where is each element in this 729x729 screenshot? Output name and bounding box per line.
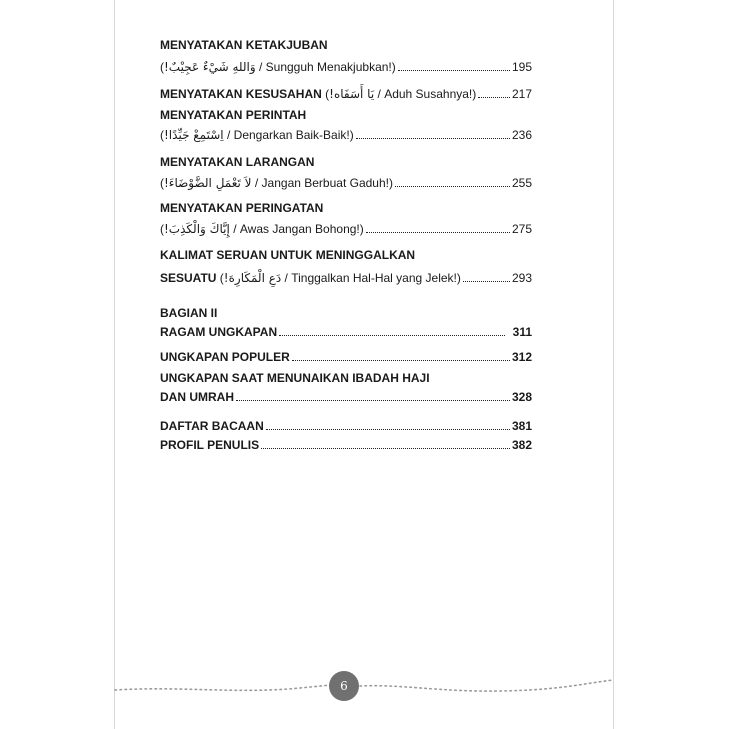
toc-meaning: Jangan Berbuat Gaduh!: [261, 176, 389, 190]
dot-leader: [292, 360, 510, 361]
toc-heading: MENYATAKAN KESUSAHAN: [160, 87, 322, 101]
toc-entry-row[interactable]: (لاَ تَعْمَلِ الضَّوْضَاءَ! / Jangan Berbuat Gaduh!) 255: [160, 176, 532, 190]
page-ref: 328: [511, 390, 532, 404]
toc-heading: UNGKAPAN SAAT MENUNAIKAN IBADAH HAJI: [160, 371, 430, 385]
page-ref: 312: [511, 350, 532, 364]
toc-entry-row[interactable]: MENYATAKAN KESUSAHAN (يَا أَسَفَاه! / Aduh Susahnya!) 217: [160, 87, 532, 101]
toc-entry-row[interactable]: [160, 349, 532, 365]
toc-heading: MENYATAKAN KETAKJUBAN: [160, 38, 328, 52]
dot-leader: [356, 138, 510, 139]
arabic-phrase: اِسْتَمِعْ جَيِّدًا!: [164, 128, 224, 142]
toc-heading: DAFTAR BACAAN: [160, 419, 264, 433]
toc-heading: UNGKAPAN POPULER: [160, 350, 290, 364]
page-ref: 255: [511, 176, 532, 190]
toc-entry-row[interactable]: [160, 389, 532, 405]
toc-meaning: Sungguh Menakjubkan!: [265, 60, 392, 74]
dot-leader: [261, 448, 510, 449]
toc-heading: PROFIL PENULIS: [160, 438, 260, 452]
toc-entry-row[interactable]: (إِيَّاكَ وَالْكَذِبَ! / Awas Jangan Bohong!) 275: [160, 222, 532, 236]
dot-leader: [398, 70, 510, 71]
arabic-phrase: لاَ تَعْمَلِ الضَّوْضَاءَ!: [164, 176, 252, 190]
arabic-phrase: وَاللهِ شَيْءٌ عَجِيْبٌ!: [164, 60, 256, 74]
toc-entry-row[interactable]: (اِسْتَمِعْ جَيِّدًا! / Dengarkan Baik-Baik!) 236: [160, 128, 532, 142]
toc-heading: MENYATAKAN PERINGATAN: [160, 201, 324, 215]
page-ref: 381: [511, 419, 532, 433]
page-ref: 311: [512, 325, 532, 339]
page-ref: 293: [511, 271, 532, 285]
toc-entry-row[interactable]: SESUATU (دَعِ الْمَكَارِهَ! / Tinggalkan Hal-Hal yang Jelek!) 293: [160, 271, 532, 285]
dot-leader: [395, 186, 510, 187]
toc-meaning: Aduh Susahnya!: [384, 87, 473, 101]
toc-heading: MENYATAKAN PERINTAH: [160, 108, 307, 122]
dot-leader: [266, 429, 510, 430]
toc-entry-row[interactable]: [160, 437, 532, 453]
toc-meaning: Tinggalkan Hal-Hal yang Jelek!: [291, 271, 457, 285]
arabic-phrase: إِيَّاكَ وَالْكَذِبَ!: [164, 222, 230, 236]
toc-meaning: Dengarkan Baik-Baik!: [233, 128, 350, 142]
page-number: 6: [329, 671, 359, 701]
page-ref: 236: [511, 128, 532, 142]
arabic-phrase: يَا أَسَفَاه!: [329, 87, 375, 101]
toc-heading-cont: SESUATU: [160, 271, 217, 285]
dot-leader: [366, 232, 510, 233]
arabic-phrase: دَعِ الْمَكَارِهَ!: [223, 271, 282, 285]
toc-meaning: Awas Jangan Bohong!: [239, 222, 360, 236]
page-left-edge: [114, 0, 115, 729]
toc-heading: RAGAM UNGKAPAN: [160, 325, 278, 339]
page-ref: 275: [511, 222, 532, 236]
page-ref: 382: [511, 438, 532, 452]
toc-heading: MENYATAKAN LARANGAN: [160, 155, 315, 169]
dot-leader: [236, 400, 510, 401]
dot-leader: [463, 281, 510, 282]
dot-leader: [478, 97, 510, 98]
part-heading: BAGIAN II: [160, 306, 218, 320]
toc-entry-row[interactable]: (وَاللهِ شَيْءٌ عَجِيْبٌ! / Sungguh Menakjubkan!) 195: [160, 60, 532, 74]
page-right-edge: [613, 0, 614, 729]
toc-entry-row[interactable]: [160, 418, 532, 434]
page-ref: 217: [511, 87, 532, 101]
dot-leader: [279, 335, 505, 336]
toc-heading-cont: DAN UMRAH: [160, 390, 234, 404]
page-ref: 195: [511, 60, 532, 74]
toc-heading: KALIMAT SERUAN UNTUK MENINGGALKAN: [160, 248, 416, 262]
toc-entry-row[interactable]: [160, 324, 532, 340]
